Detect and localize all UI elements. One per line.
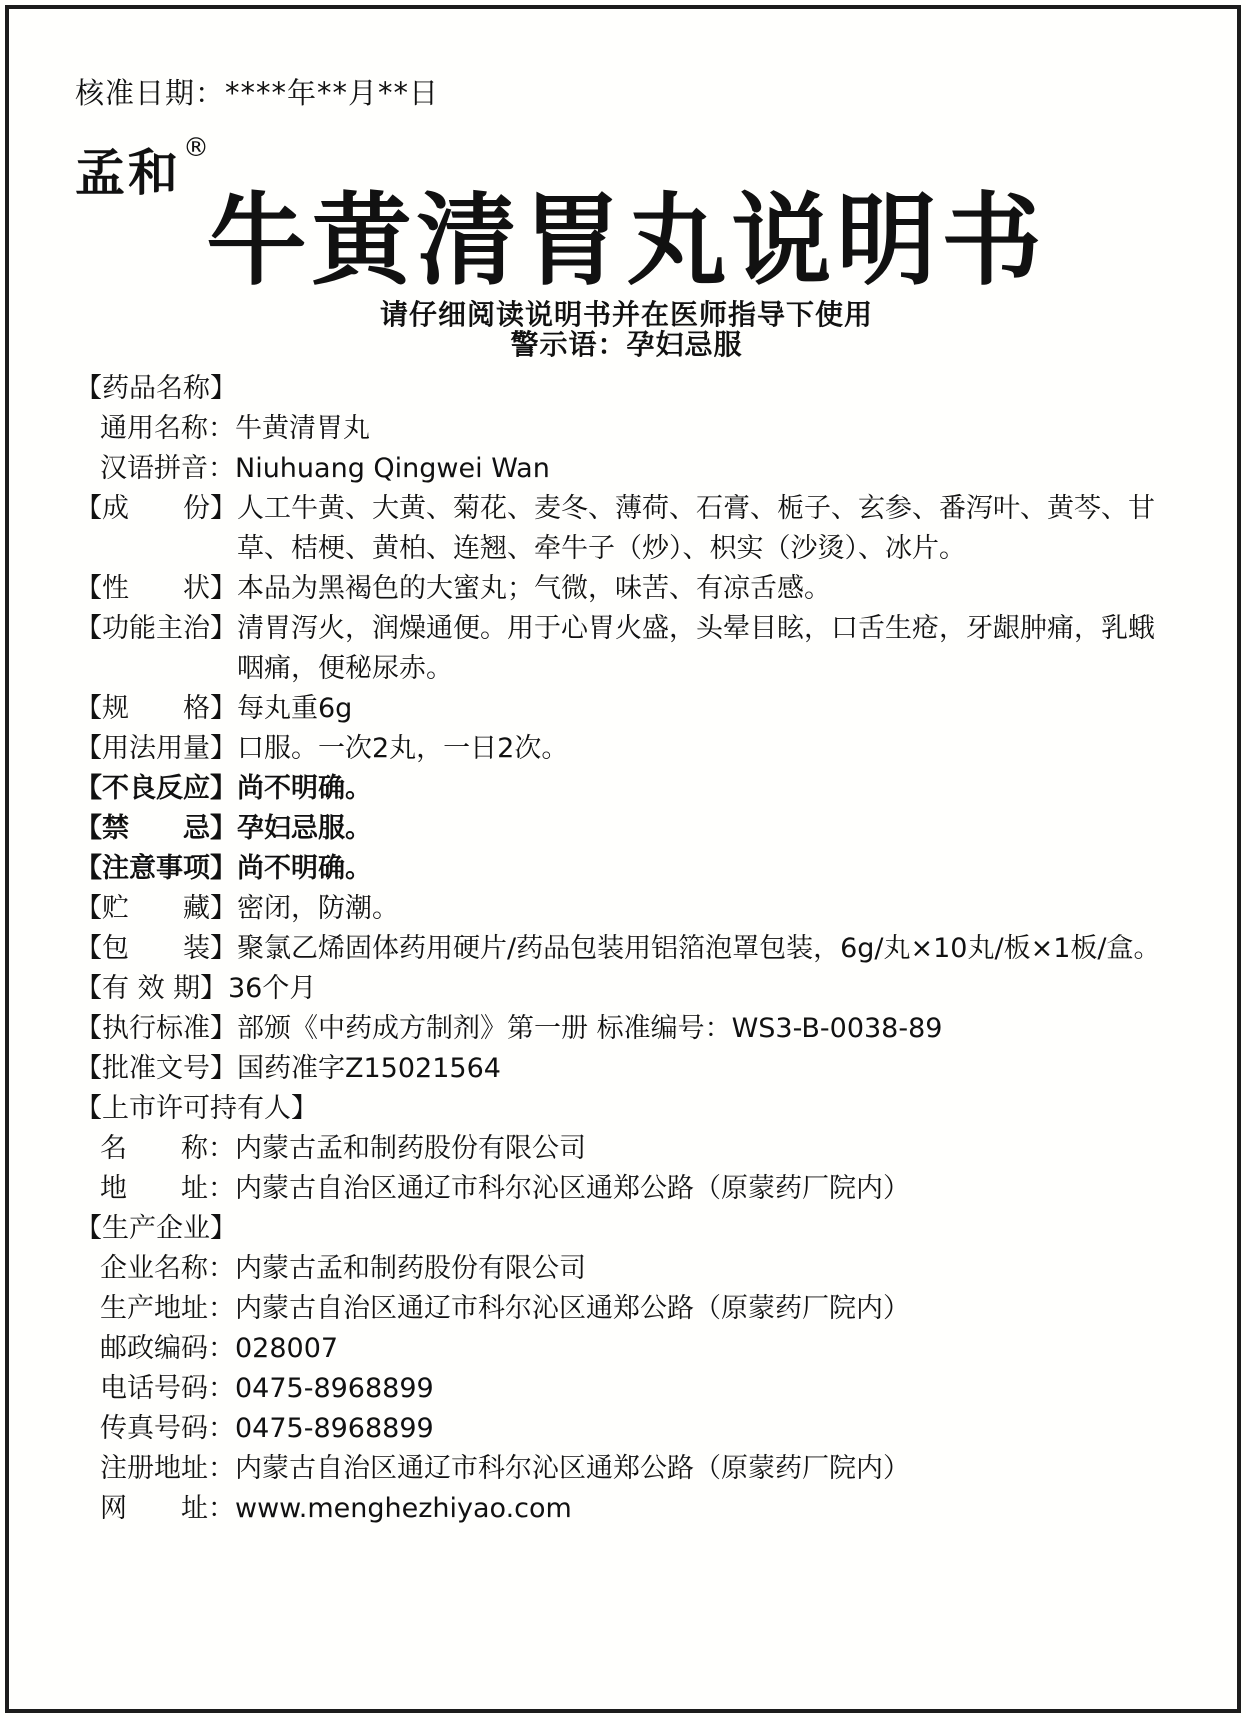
row-content: 内蒙古孟和制药股份有限公司	[235, 1133, 586, 1164]
row-content: 尚不明确。	[237, 773, 372, 804]
section-row	[75, 969, 1178, 1009]
row-label: 电话号码：	[100, 1373, 235, 1404]
sub-row	[75, 1369, 1178, 1409]
sub-row	[75, 449, 1178, 489]
row-label: 地 址：	[100, 1173, 235, 1204]
row-content: 牛黄清胃丸	[235, 413, 370, 444]
row-label: 【包 装】	[75, 933, 237, 964]
row-content: 人工牛黄、大黄、菊花、麦冬、薄荷、石膏、栀子、玄参、番泻叶、黄芩、甘草、桔梗、黄柏、连翘、牵牛子（炒）、枳实（沙烫）、冰片。	[237, 493, 1155, 564]
row-label: 【禁 忌】	[75, 813, 237, 844]
sub-row	[75, 409, 1178, 449]
row-label: 传真号码：	[100, 1413, 235, 1444]
row-label: 【有 效 期】	[75, 973, 228, 1004]
section-row	[75, 369, 1178, 409]
section-row	[75, 849, 1178, 889]
brand-logo: 孟和	[75, 144, 181, 202]
row-label: 【成 份】	[75, 493, 237, 524]
sub-row	[75, 1489, 1178, 1529]
row-content: 0475-8968899	[235, 1413, 434, 1444]
row-content: 内蒙古自治区通辽市科尔沁区通郑公路（原蒙药厂院内）	[235, 1173, 910, 1204]
section-row	[75, 769, 1178, 809]
warning-statement: 警示语：孕妇忌服	[510, 328, 743, 361]
row-content: 内蒙古自治区通辽市科尔沁区通郑公路（原蒙药厂院内）	[235, 1453, 910, 1484]
sub-row	[75, 1249, 1178, 1289]
section-row	[75, 809, 1178, 849]
section-row	[75, 729, 1178, 769]
approval-date: 核准日期：****年**月**日	[75, 76, 440, 110]
sub-row	[75, 1289, 1178, 1329]
row-content: 36个月	[228, 973, 317, 1004]
section-row	[75, 1049, 1178, 1089]
row-label: 【批准文号】	[75, 1053, 237, 1084]
row-label: 【规 格】	[75, 693, 237, 724]
row-content: 清胃泻火，润燥通便。用于心胃火盛，头晕目眩，口舌生疮，牙龈肿痛，乳蛾咽痛，便秘尿赤。	[237, 613, 1155, 684]
row-label: 邮政编码：	[100, 1333, 235, 1364]
row-content: 口服。一次2丸，一日2次。	[237, 733, 569, 764]
row-content: 聚氯乙烯固体药用硬片/药品包装用铝箔泡罩包装，6g/丸×10丸/板×1板/盒。	[237, 933, 1161, 964]
section-row	[75, 489, 1178, 569]
section-row	[75, 1209, 1178, 1249]
section-row	[75, 1089, 1178, 1129]
sections-list	[75, 369, 1178, 1529]
row-label: 【贮 藏】	[75, 893, 237, 924]
row-content: 内蒙古自治区通辽市科尔沁区通郑公路（原蒙药厂院内）	[235, 1293, 910, 1324]
row-label: 网 址：	[100, 1493, 235, 1524]
drug-title: 牛黄清胃丸说明书	[206, 181, 1047, 299]
row-label: 注册地址：	[100, 1453, 235, 1484]
registered-trademark-icon: ®	[183, 133, 209, 163]
row-content: www.menghezhiyao.com	[235, 1493, 572, 1524]
row-content: 本品为黑褐色的大蜜丸；气微，味苦、有凉舌感。	[237, 573, 831, 604]
row-content: 密闭，防潮。	[237, 893, 399, 924]
row-label: 名 称：	[100, 1133, 235, 1164]
row-label: 【用法用量】	[75, 733, 237, 764]
section-row	[75, 889, 1178, 929]
row-content: Niuhuang Qingwei Wan	[235, 453, 550, 484]
sub-row	[75, 1409, 1178, 1449]
row-content: 孕妇忌服。	[237, 813, 372, 844]
row-content: 每丸重6g	[237, 693, 353, 724]
row-label: 【功能主治】	[75, 613, 237, 644]
row-content: 尚不明确。	[237, 853, 372, 884]
row-label: 【生产企业】	[75, 1213, 237, 1244]
row-label: 企业名称：	[100, 1253, 235, 1284]
sub-row	[75, 1169, 1178, 1209]
section-row	[75, 689, 1178, 729]
brand-line	[75, 118, 1178, 202]
row-label: 【执行标准】	[75, 1013, 237, 1044]
row-label: 通用名称：	[100, 413, 235, 444]
sub-row	[75, 1129, 1178, 1169]
row-label: 【注意事项】	[75, 853, 237, 884]
row-content: 028007	[235, 1333, 339, 1364]
row-label: 生产地址：	[100, 1293, 235, 1324]
leaflet-content	[75, 0, 1178, 1529]
row-content: 内蒙古孟和制药股份有限公司	[235, 1253, 586, 1284]
row-content: 国药准字Z15021564	[237, 1053, 501, 1084]
row-label: 【药品名称】	[75, 373, 237, 404]
read-instructions-notice: 请仔细阅读说明书并在医师指导下使用	[379, 298, 873, 331]
row-label: 【不良反应】	[75, 773, 237, 804]
sub-row	[75, 1329, 1178, 1369]
sub-row	[75, 1449, 1178, 1489]
row-label: 【上市许可持有人】	[75, 1093, 318, 1124]
section-row	[75, 1009, 1178, 1049]
section-row	[75, 569, 1178, 609]
row-label: 汉语拼音：	[100, 453, 235, 484]
row-content: 部颁《中药成方制剂》第一册 标准编号：WS3-B-0038-89	[237, 1013, 943, 1044]
section-row	[75, 929, 1178, 969]
row-content: 0475-8968899	[235, 1373, 434, 1404]
section-row	[75, 609, 1178, 689]
row-label: 【性 状】	[75, 573, 237, 604]
